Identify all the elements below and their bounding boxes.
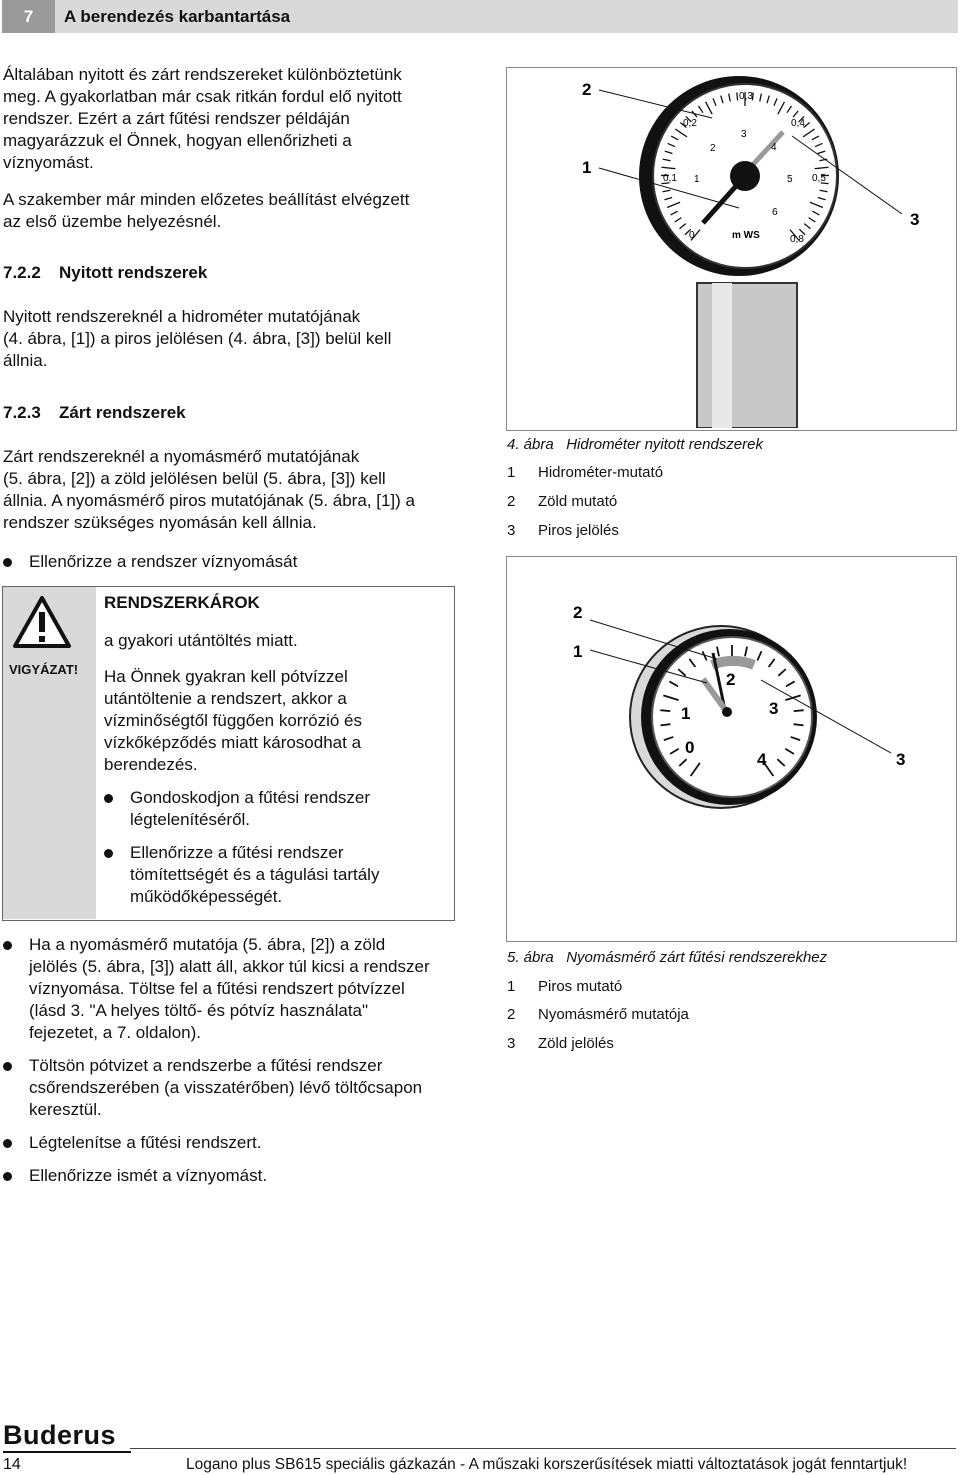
bullet-icon	[104, 849, 113, 858]
bullet-icon	[3, 558, 12, 567]
scale-label: 5	[787, 174, 793, 185]
callout-number: 2	[573, 603, 583, 622]
figure-4-caption: 4. ábra Hidrométer nyitott rendszerek	[507, 436, 763, 453]
warning-subtitle: a gyakori utántöltés miatt.	[104, 631, 298, 650]
section-heading-723: 7.2.3 Zárt rendszerek	[3, 403, 186, 422]
page-number: 14	[3, 1456, 21, 1473]
warning-label: VIGYÁZAT!	[9, 662, 79, 677]
warning-title: RENDSZERKÁROK	[104, 593, 260, 612]
bullet-icon	[3, 1172, 12, 1181]
gauge-tick	[660, 710, 670, 711]
callout-number: 1	[582, 158, 592, 177]
scale-label: 4	[771, 142, 777, 153]
section-722-body: Nyitott rendszereknél a hidrométer mutatójának (4. ábra, [1]) a piros jelölésen (4. ábra, [3]) belül kell állnia.	[3, 307, 392, 370]
warning-triangle-icon	[12, 594, 72, 650]
scale-label: 6	[772, 207, 778, 218]
callout-number: 3	[910, 210, 920, 229]
scale-label: 0,4	[791, 118, 805, 129]
scale-label: 2	[726, 670, 736, 689]
footer-divider-left	[3, 1451, 131, 1453]
callout-number: 1	[573, 642, 583, 661]
gauge-tick	[660, 724, 670, 725]
scale-label: 0	[689, 230, 695, 241]
scale-label: 1	[681, 704, 691, 723]
bullet-icon	[104, 794, 113, 803]
intro-paragraph-2: A szakember már minden előzetes beállítást elvégzett az első üzembe helyezésnél.	[3, 190, 410, 231]
scale-label: 0,3	[739, 91, 753, 102]
scale-label: 0,2	[683, 118, 697, 129]
callout-number: 3	[896, 750, 906, 769]
figure-5-caption: 5. ábra Nyomásmérő zárt fűtési rendszerekhez	[507, 949, 828, 966]
scale-label: 1	[694, 174, 700, 185]
section-number: 7	[2, 0, 55, 33]
scale-label: 0,5	[812, 173, 826, 184]
unit-label: m WS	[732, 230, 760, 241]
bullet-icon	[3, 1139, 12, 1148]
section-heading-722: 7.2.2 Nyitott rendszerek	[3, 263, 208, 282]
figure-4-legend: 1 Hidrométer-mutató 2 Zöld mutató 3 Piros jelölés	[507, 464, 664, 539]
scale-label: 3	[741, 129, 747, 140]
scale-label: 0	[685, 738, 695, 757]
gauge-tick	[737, 92, 738, 100]
scale-label: 0,8	[790, 234, 804, 245]
footer-divider	[130, 1448, 956, 1449]
page-title: A berendezés karbantartása	[64, 7, 291, 26]
scale-label: 4	[757, 750, 767, 769]
pipe-highlight	[712, 283, 732, 428]
pressure-gauge-figure	[507, 557, 955, 939]
warning-body: Ha Önnek gyakran kell pótvízzel utántöltenie a rendszert, akkor a vízminőségtől függően korrózió és vízkőképződés miatt károsodhat a berendezés.	[104, 667, 362, 774]
scale-label: 0,1	[663, 173, 677, 184]
gauge-hub	[722, 707, 732, 717]
intro-paragraph-1: Általában nyitott és zárt rendszereket különböztetünk meg. A gyakorlatban már csak ritkán fordul elő nyitott rendszer. Ezért a zárt fűtési rendszer példáján magyarázzuk el Önnek, hogyan ellenőrizheti a víznyomást.	[3, 65, 402, 172]
footer-text: Logano plus SB615 speciális gázkazán - A műszaki korszerűsítések miatti változtatások jogát fenntartjuk!	[186, 1456, 908, 1473]
scale-label: 3	[769, 699, 779, 718]
gauge-tick	[794, 710, 804, 711]
brand-logo: Buderus	[3, 1420, 117, 1450]
scale-label: 2	[710, 143, 716, 154]
callout-number: 2	[582, 80, 592, 99]
gauge-hub	[730, 161, 760, 191]
gauge-tick	[794, 724, 804, 725]
bullet-icon	[3, 941, 12, 950]
figure-5-legend: 1 Piros mutató 2 Nyomásmérő mutatója 3 Zöld jelölés	[507, 978, 689, 1052]
section-723-body: Zárt rendszereknél a nyomásmérő mutatójának (5. ábra, [2]) a zöld jelölésen belül (5. ábra, [3]) kell állnia. A nyomásmérő piros mutatójának (5. ábra, [1]) a rendszer szükséges nyomásán kell állnia.	[3, 447, 415, 532]
bullet-icon	[3, 1062, 12, 1071]
hydrometer-figure	[507, 68, 955, 428]
green-marking	[712, 661, 754, 665]
